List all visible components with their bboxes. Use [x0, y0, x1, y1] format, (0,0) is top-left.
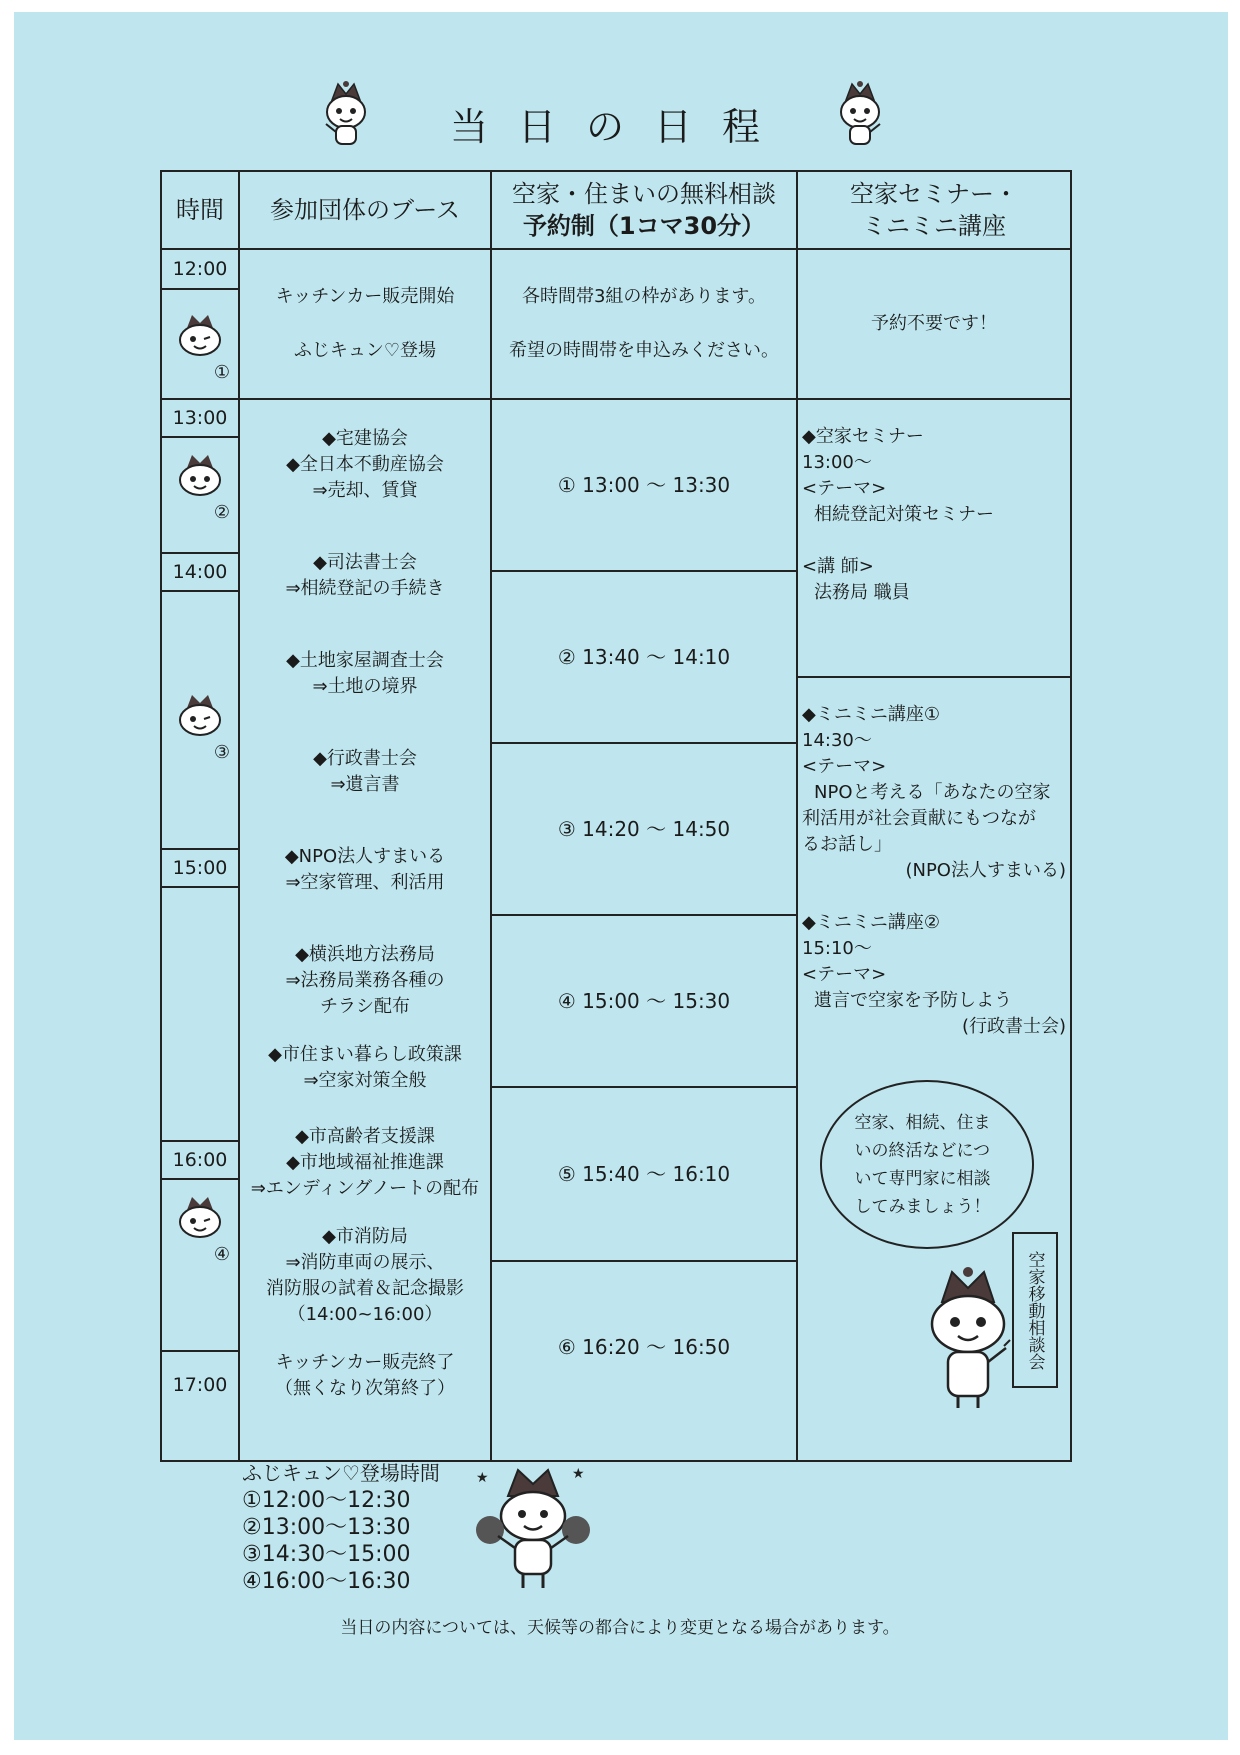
- header-seminar-line2: ミニミニ講座: [862, 212, 1006, 240]
- header-consult: [491, 171, 797, 249]
- header-time: 時間: [161, 171, 239, 249]
- speech-bubble: 空家、相続、住ま いの終活などにつ いて専門家に相談 してみましょう！: [820, 1080, 1034, 1249]
- booth-item-end: キッチンカー販売終了 （無くなり次第終了）: [275, 1352, 455, 1399]
- booth-item: ◆市住まい暮らし政策課 ⇒空家対策全般: [268, 1044, 462, 1091]
- svg-text:★: ★: [476, 1470, 489, 1486]
- consult-note-1: 各時間帯3組の枠があります。: [521, 286, 766, 307]
- booth-item: ◆市消防局 ⇒消防車両の展示、 消防服の試着＆記念撮影 （14:00~16:00）: [266, 1226, 464, 1325]
- mobile-consult-banner: 空家移動相談会: [1012, 1232, 1058, 1388]
- mascot-banner-icon: [920, 1262, 1016, 1410]
- consult-slot[interactable]: ④ 15:00 ～ 15:30: [492, 916, 796, 1088]
- mascot-face-icon: [175, 692, 225, 738]
- booth-item: ◆司法書士会 ⇒相続登記の手続き: [285, 552, 445, 599]
- time-label-16: 16:00: [162, 1140, 238, 1180]
- appear-time: ④16:00～16:30: [242, 1569, 411, 1594]
- time-label-14: 14:00: [162, 552, 238, 592]
- header-booth: 参加団体のブース: [239, 171, 491, 249]
- time-label-17: 17:00: [162, 1350, 238, 1418]
- consult-slot[interactable]: ③ 14:20 ～ 14:50: [492, 744, 796, 916]
- consult-slot[interactable]: ⑥ 16:20 ～ 16:50: [557, 1335, 731, 1359]
- footer-note: 当日の内容については、天候等の都合により変更となる場合があります。: [340, 1618, 900, 1638]
- booth-item: ◆NPO法人すまいる ⇒空家管理、利活用: [284, 846, 446, 893]
- header-seminar: [797, 171, 1071, 249]
- mascot-cheer-icon: [468, 1460, 598, 1596]
- seminar-main: ◆空家セミナー 13:00～ <テーマ> 相続登記対策セミナー <講 師> 法務局 職員: [798, 400, 1070, 678]
- time-label-15: 15:00: [162, 848, 238, 888]
- booth-item: ◆市高齢者支援課 ◆市地域福祉推進課 ⇒エンディングノートの配布: [250, 1126, 480, 1199]
- mascot-number: ①: [213, 362, 230, 383]
- consult-slot[interactable]: ⑤ 15:40 ～ 16:10: [492, 1088, 796, 1262]
- booth-item: ◆横浜地方法務局 ⇒法務局業務各種の チラシ配布: [285, 944, 445, 1017]
- mascot-number: ②: [213, 502, 230, 523]
- booth-kitchen-start: キッチンカー販売開始: [275, 286, 455, 307]
- booth-noon-cell: [239, 249, 491, 399]
- appear-time: ①12:00～12:30: [242, 1488, 411, 1513]
- booth-item: ◆行政書士会 ⇒遺言書: [313, 748, 417, 795]
- appear-times-heading: ふじキュン♡登場時間: [242, 1461, 440, 1485]
- page-title: 当日の日程: [449, 105, 790, 149]
- mini-lecture-1: ◆ミニミニ講座① 14:30～ <テーマ> NPOと考える「あなたの空家 利活用が社会貢献にもつなが るお話し」 (NPO法人すまいる): [802, 704, 1066, 881]
- consult-slots-cell: [491, 399, 797, 1461]
- consult-note-2: 希望の時間帯を申込みください。: [509, 340, 779, 361]
- time-label-12: 12:00: [162, 250, 238, 290]
- svg-text:★: ★: [572, 1466, 585, 1482]
- mascot-title-right-icon: [832, 78, 888, 152]
- time-cell-12: [161, 249, 239, 399]
- mascot-face-icon: [175, 312, 225, 358]
- consult-slot[interactable]: ① 13:00 ～ 13:30: [492, 400, 796, 572]
- mascot-title-left-icon: [318, 78, 374, 152]
- appear-time: ③14:30～15:00: [242, 1542, 411, 1567]
- header-row: [161, 171, 1071, 249]
- time-column-afternoon: [161, 399, 239, 1461]
- booth-mascot-appear: ふじキュン♡登場: [293, 340, 437, 361]
- consult-slot[interactable]: ② 13:40 ～ 14:10: [492, 572, 796, 744]
- booth-item: ◆土地家屋調査士会 ⇒土地の境界: [286, 650, 444, 697]
- header-seminar-line1: 空家セミナー・: [850, 179, 1018, 208]
- mascot-face-icon: [175, 1194, 225, 1240]
- booth-list-cell: [239, 399, 491, 1461]
- consult-noon-cell: [491, 249, 797, 399]
- mascot-face-icon: [175, 452, 225, 498]
- mascot-appear-times: [242, 1460, 440, 1595]
- header-consult-line2: 予約制（1コマ30分）: [522, 212, 766, 240]
- mini-lecture-2: ◆ミニミニ講座② 15:10～ <テーマ> 遺言で空家を予防しよう (行政書士会): [802, 912, 1066, 1037]
- time-label-13: 13:00: [162, 400, 238, 438]
- appear-time: ②13:00～13:30: [242, 1515, 411, 1540]
- seminar-noon-cell: 予約不要です！: [797, 249, 1071, 399]
- header-consult-line1: 空家・住まいの無料相談: [512, 179, 776, 208]
- booth-item: ◆宅建協会 ◆全日本不動産協会 ⇒売却、賃貸: [286, 428, 444, 501]
- mascot-number: ③: [213, 742, 230, 763]
- mascot-number: ④: [213, 1244, 230, 1265]
- noon-row: [161, 249, 1071, 399]
